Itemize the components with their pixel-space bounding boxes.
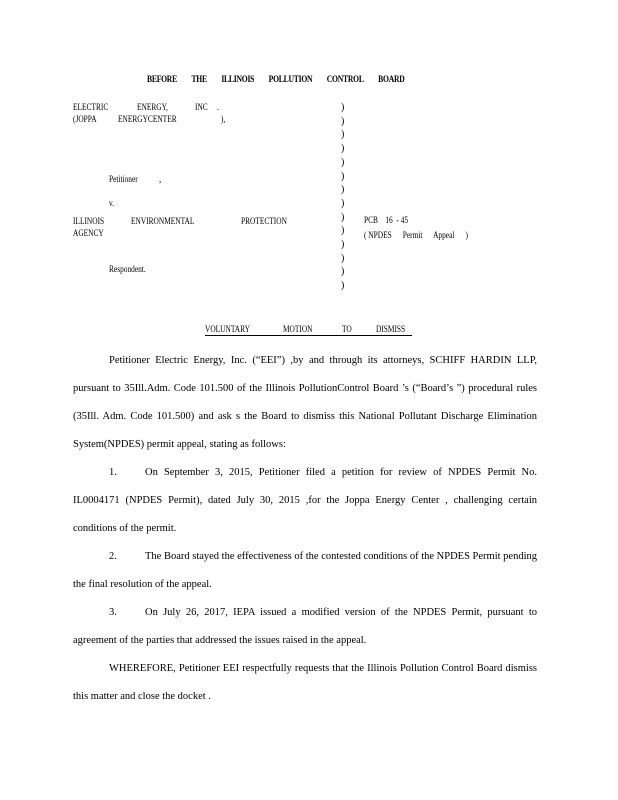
petitioner-name-line1 xyxy=(73,101,343,113)
caption-word: PROTECTION xyxy=(241,216,287,226)
petitioner-label-text: Petitioner xyxy=(109,174,138,184)
caption-word: ENVIRONMENTAL xyxy=(131,216,195,226)
caption-word: INC xyxy=(195,102,208,112)
header-word: POLLUTION xyxy=(268,74,313,84)
caption-word: ), xyxy=(221,114,226,124)
caption-word: ILLINOIS xyxy=(73,216,105,226)
caption-word: AGENCY xyxy=(73,228,104,238)
paragraph-text: On July 26, 2017, IEPA issued a modified version of the NPDES Permit, pursuant to agreement of the parties that addressed the issues raised in the appeal. xyxy=(73,607,537,646)
paragraph-number: 1. xyxy=(109,467,117,478)
case-number: PCB 16 - 45 xyxy=(364,215,409,225)
board-header xyxy=(147,74,405,84)
case-number-block xyxy=(364,213,491,243)
versus-text: v. xyxy=(109,198,115,208)
petitioner-name-line2 xyxy=(73,113,343,125)
caption-word: ENERGY, xyxy=(137,102,168,112)
paragraph-text: On September 3, 2015, Petitioner filed a petition for review of NPDES Permit No. IL0004171 (NPDES Permit), dated July 30, 2015 ,for the Joppa Energy Center , challenging certain conditions of the permit. xyxy=(73,467,537,534)
title-word: MOTION xyxy=(282,324,313,334)
title-word: DISMISS xyxy=(376,324,406,334)
versus-label xyxy=(73,197,343,209)
numbered-paragraph xyxy=(73,543,537,599)
respondent-name-line1 xyxy=(73,215,343,227)
header-word: THE xyxy=(191,74,207,84)
case-type: ( NPDES Permit Appeal ) xyxy=(364,230,468,240)
header-word: BOARD xyxy=(378,74,405,84)
title-word: TO xyxy=(341,324,352,334)
intro-paragraph: Petitioner Electric Energy, Inc. (“EEI”) ,by and through its attorneys, SCHIFF HARDIN LLP, pursuant to 35Ill.Adm. Code 101.500 of the Illinois PollutionControl Board ’s (“Board’s ”) procedural rules (35Ill. Adm. Code 101.500) and ask s the Board to dismiss this National Pollutant Discharge Elimination System(NPDES) permit appeal, stating as follows: xyxy=(73,355,537,450)
respondent-label xyxy=(73,263,343,275)
header-word: BEFORE xyxy=(147,74,177,84)
case-caption xyxy=(73,101,343,275)
caption-word: ENERGYCENTER xyxy=(118,114,177,124)
motion-body xyxy=(73,347,537,711)
caption-word: . xyxy=(217,102,219,112)
title-word: VOLUNTARY xyxy=(205,324,250,334)
paragraph-text: The Board stayed the effectiveness of the contested conditions of the NPDES Permit pending the final resolution of the appeal. xyxy=(73,551,538,590)
header-word: CONTROL xyxy=(326,74,364,84)
respondent-name-line2 xyxy=(73,227,343,239)
caption-word: (JOPPA xyxy=(73,114,97,124)
numbered-paragraph xyxy=(73,599,537,655)
paragraph-number: 3. xyxy=(109,607,117,618)
header-word: ILLINOIS xyxy=(221,74,255,84)
caption-parens: ) ) ) ) ) ) ) ) ) ) ) ) ) ) xyxy=(341,102,345,292)
respondent-label-text: Respondent. xyxy=(109,264,146,274)
wherefore-paragraph: WHEREFORE, Petitioner EEI respectfully requests that the Illinois Pollution Control Board dismiss this matter and close the docket . xyxy=(73,663,537,702)
numbered-paragraph xyxy=(73,459,537,543)
motion-title xyxy=(205,324,412,336)
petitioner-label xyxy=(73,173,343,185)
petitioner-comma: , xyxy=(159,174,162,184)
caption-word: ELECTRIC xyxy=(73,102,109,112)
paragraph-number: 2. xyxy=(109,551,117,562)
